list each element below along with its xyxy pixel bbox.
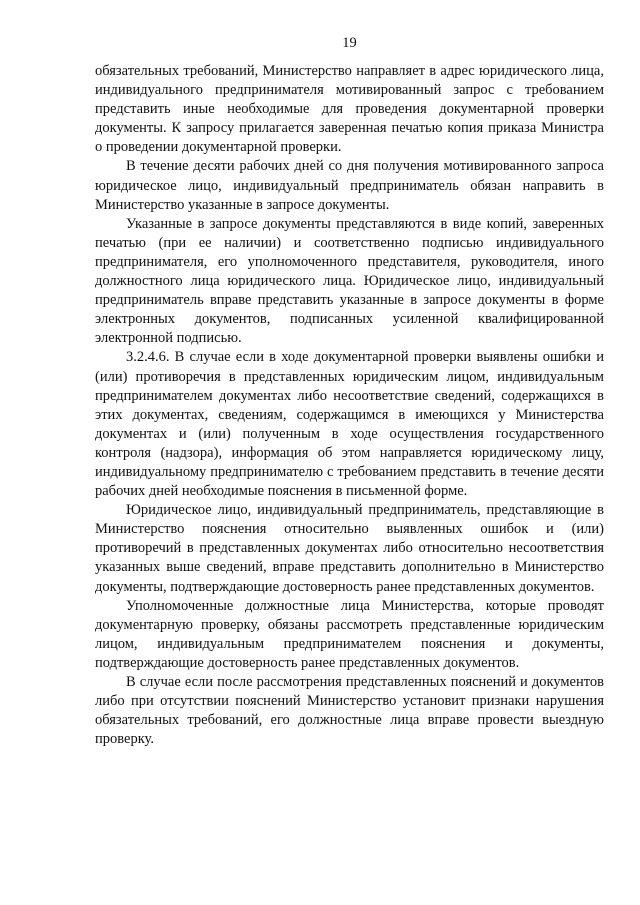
- paragraph: В случае если после рассмотрения представленных пояснений и документов либо при отсутствии пояснений Министерство установит признаки нарушения обязательных требований, его должностные лица вправе провести выездную проверку.: [95, 674, 604, 748]
- paragraph: Указанные в запросе документы представляются в виде копий, заверенных печатью (при ее наличии) и соответственно подписью индивидуального предпринимателя, его уполномоченного представителя, руководителя, иного должностного лица юридического лица. Юридическое лицо, индивидуальный предприниматель вправе представить указанные в запросе документы в форме электронных документов, подписанных усиленной квалифицированной электронной подписью.: [95, 215, 604, 347]
- paragraph: 3.2.4.6. В случае если в ходе документарной проверки выявлены ошибки и (или) противоречия в представленных юридическим лицом, индивидуальным предпринимателем документах либо несоответствие сведений, содержащихся в этих документах, сведениям, содержащимся в имеющихся у Министерства документах и (или) полученным в ходе осуществления государственного контроля (надзора), информация об этом направляется юридическому лицу, индивидуальному предпринимателю с требованием представить в течение десяти рабочих дней необходимые пояснения в письменной форме.: [95, 349, 604, 500]
- document-body: [95, 62, 604, 749]
- paragraph: Юридическое лицо, индивидуальный предприниматель, представляющие в Министерство пояснения относительно выявленных ошибок и (или) противоречий в представленных документах либо относительно несоответствия указанных выше сведений, вправе представить дополнительно в Министерство документы, подтверждающие достоверность ранее представленных документов.: [95, 502, 604, 595]
- paragraph: Уполномоченные должностные лица Министерства, которые проводят документарную проверку, обязаны рассмотреть представленные юридическим лицом, индивидуальным предпринимателем пояснения и документы, подтверждающие достоверность ранее представленных документов.: [95, 597, 604, 671]
- paragraph: обязательных требований, Министерство направляет в адрес юридического лица, индивидуального предпринимателя мотивированный запрос с требованием представить иные необходимые для проведения документарной проверки документы. К запросу прилагается заверенная печатью копия приказа Министра о проведении документарной проверки.: [95, 63, 604, 156]
- paragraph: В течение десяти рабочих дней со дня получения мотивированного запроса юридическое лицо, индивидуальный предприниматель обязан направить в Министерство указанные в запросе документы.: [95, 158, 604, 213]
- page-number: 19: [342, 35, 357, 51]
